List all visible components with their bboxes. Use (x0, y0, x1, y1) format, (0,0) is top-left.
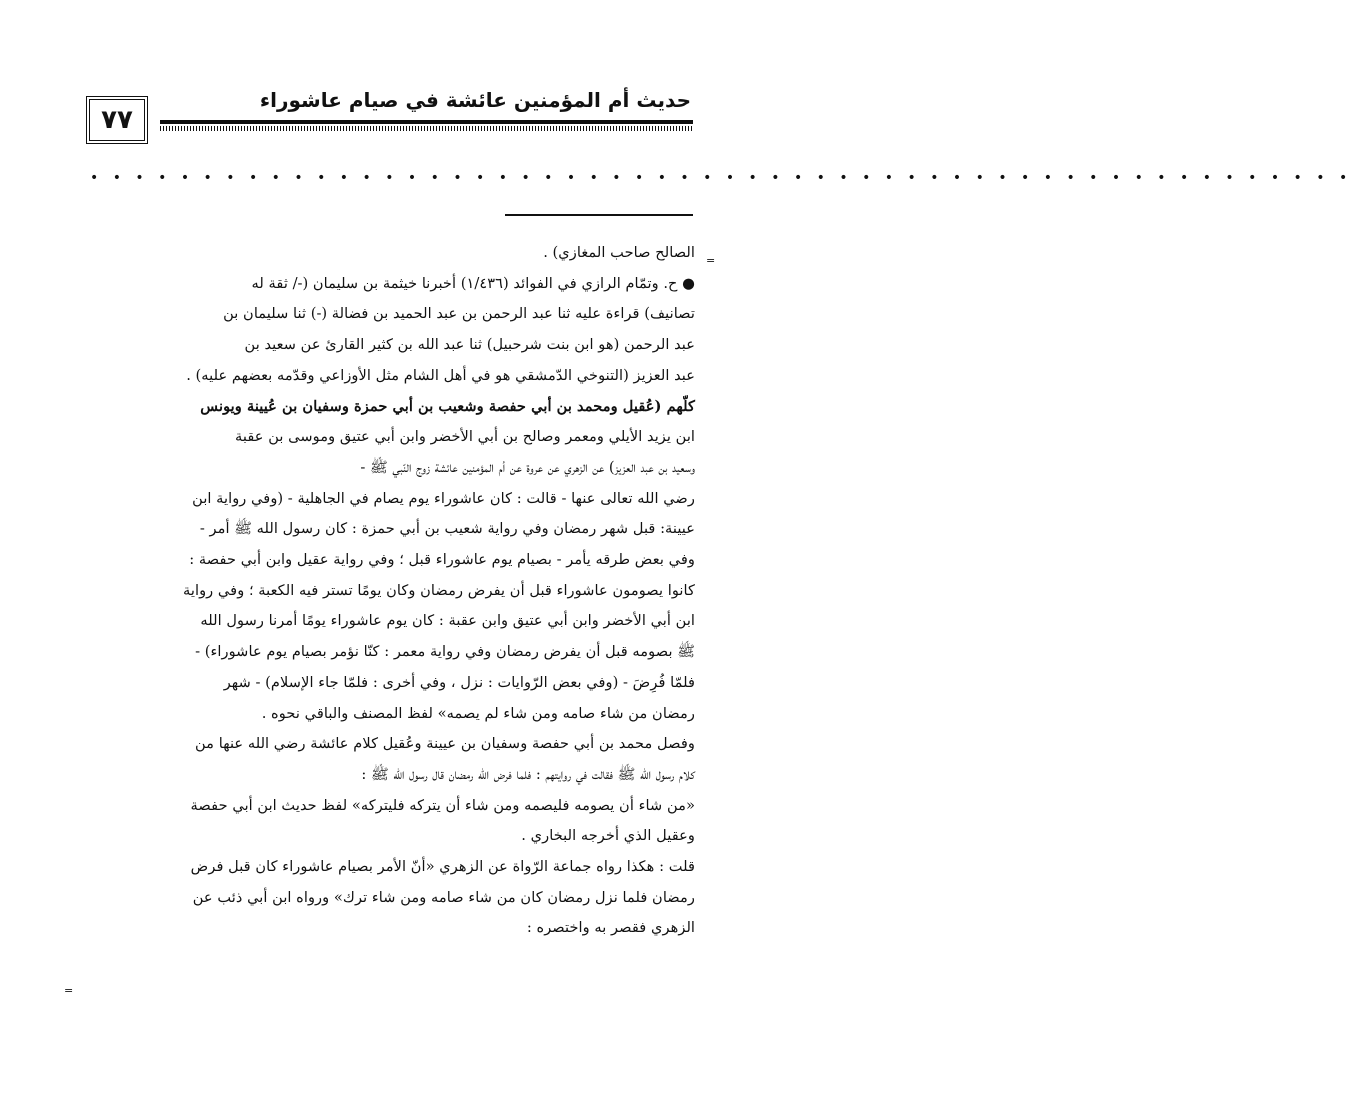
text-line: عبد العزيز (التنوخي الدّمشقي هو في أهل الشام مثل الأوزاعي وقدّمه بعضهم عليه) . (186, 366, 695, 384)
footnote-rule (505, 214, 693, 216)
text-line: قلت : هكذا رواه جماعة الرّواة عن الزهري «أنّ الأمر بصيام عاشوراء كان قبل فرض (190, 858, 695, 876)
margin-mark-bottom: = (64, 984, 73, 997)
text-line: عيينة: قبل شهر رمضان وفي رواية شعيب بن أبي حمزة : كان رسول الله ﷺ أمر - (199, 520, 695, 538)
text-line: فلمّا فُرِضَ - (وفي بعض الرّوايات : نزل ، وفي أخرى : فلمّا جاء الإسلام) - شهر (223, 673, 695, 691)
margin-mark-top: = (706, 254, 715, 267)
text-line: وعقيل الذي أخرجه البخاري . (521, 827, 695, 845)
text-line: رضي الله تعالى عنها - قالت : كان عاشوراء يوم يصام في الجاهلية - (وفي رواية ابن (192, 489, 695, 507)
text-line: كلام رسول الله ﷺ فقالت في روايتهم : فلما فرض الله رمضان قال رسول الله ﷺ : (361, 765, 695, 783)
text-line: كلّهم (عُقيل ومحمد بن أبي حفصة وشعيب بن أبي حمزة وسفيان بن عُيينة ويونس (200, 397, 695, 415)
text-line: رمضان من شاء صامه ومن شاء لم يصمه» لفظ المصنف والباقي نحوه . (261, 704, 695, 722)
text-line: «من شاء أن يصومه فليصمه ومن شاء أن يتركه فليتركه» لفظ حديث ابن أبي حفصة (190, 796, 695, 814)
header-hatched-rule (160, 126, 693, 131)
text-line: وسعيد بن عبد العزيز) عن الزهري عن عروة عن أم المؤمنين عائشة زوج النّبي ﷺ - (360, 458, 695, 476)
text-line: عبد الرحمن (هو ابن بنت شرحبيل) ثنا عبد الله بن كثير القارئ عن سعيد بن (244, 336, 695, 354)
text-line: كانوا يصومون عاشوراء قبل أن يفرض رمضان وكان يومًا تستر فيه الكعبة ؛ وفي رواية (183, 581, 695, 599)
text-line: الزهري فقصر به واختصره : (526, 919, 695, 937)
dotted-separator: • • • • • • • • • • • • • • • • • • • • • • • • • • • • • • • • • • • • • • • • • • • • • • • • • • • • • • • • (90, 170, 1352, 186)
page-number: ٧٧ (101, 105, 133, 135)
text-line: رمضان فلما نزل رمضان كان من شاء صامه ومن شاء ترك» ورواه ابن أبي ذئب عن (192, 888, 695, 906)
header-rule (160, 120, 693, 124)
text-line: ابن يزيد الأيلي ومعمر وصالح بن أبي الأخضر وابن أبي عتيق وموسى بن عقبة (235, 428, 695, 446)
text-line: وفي بعض طرقه يأمر - بصيام يوم عاشوراء قبل ؛ وفي رواية عقيل وابن أبي حفصة : (189, 551, 695, 569)
text-line: الصالح صاحب المغازي) . (543, 244, 695, 261)
body-text (60, 238, 695, 944)
text-line: ابن أبي الأخضر وابن أبي عتيق وابن عقبة : كان يوم عاشوراء يومًا أمرنا رسول الله (200, 612, 695, 630)
page-number-box (86, 96, 148, 144)
text-line: تصانيف) قراءة عليه ثنا عبد الرحمن بن عبد الحميد بن فضالة (-) ثنا سليمان بن (223, 305, 695, 323)
text-line: ● ح. وتمّام الرازي في الفوائد (١/٤٣٦) أخبرنا خيثمة بن سليمان (-/ ثقة له (251, 274, 695, 292)
text-line: ﷺ بصومه قبل أن يفرض رمضان وفي رواية معمر : كنّا نؤمر بصيام يوم عاشوراء) - (195, 643, 695, 661)
text-line: وفصل محمد بن أبي حفصة وسفيان بن عيينة وعُقيل كلام عائشة رضي الله عنها من (195, 735, 695, 753)
page-header-title: حديث أم المؤمنين عائشة في صيام عاشوراء (259, 88, 691, 112)
